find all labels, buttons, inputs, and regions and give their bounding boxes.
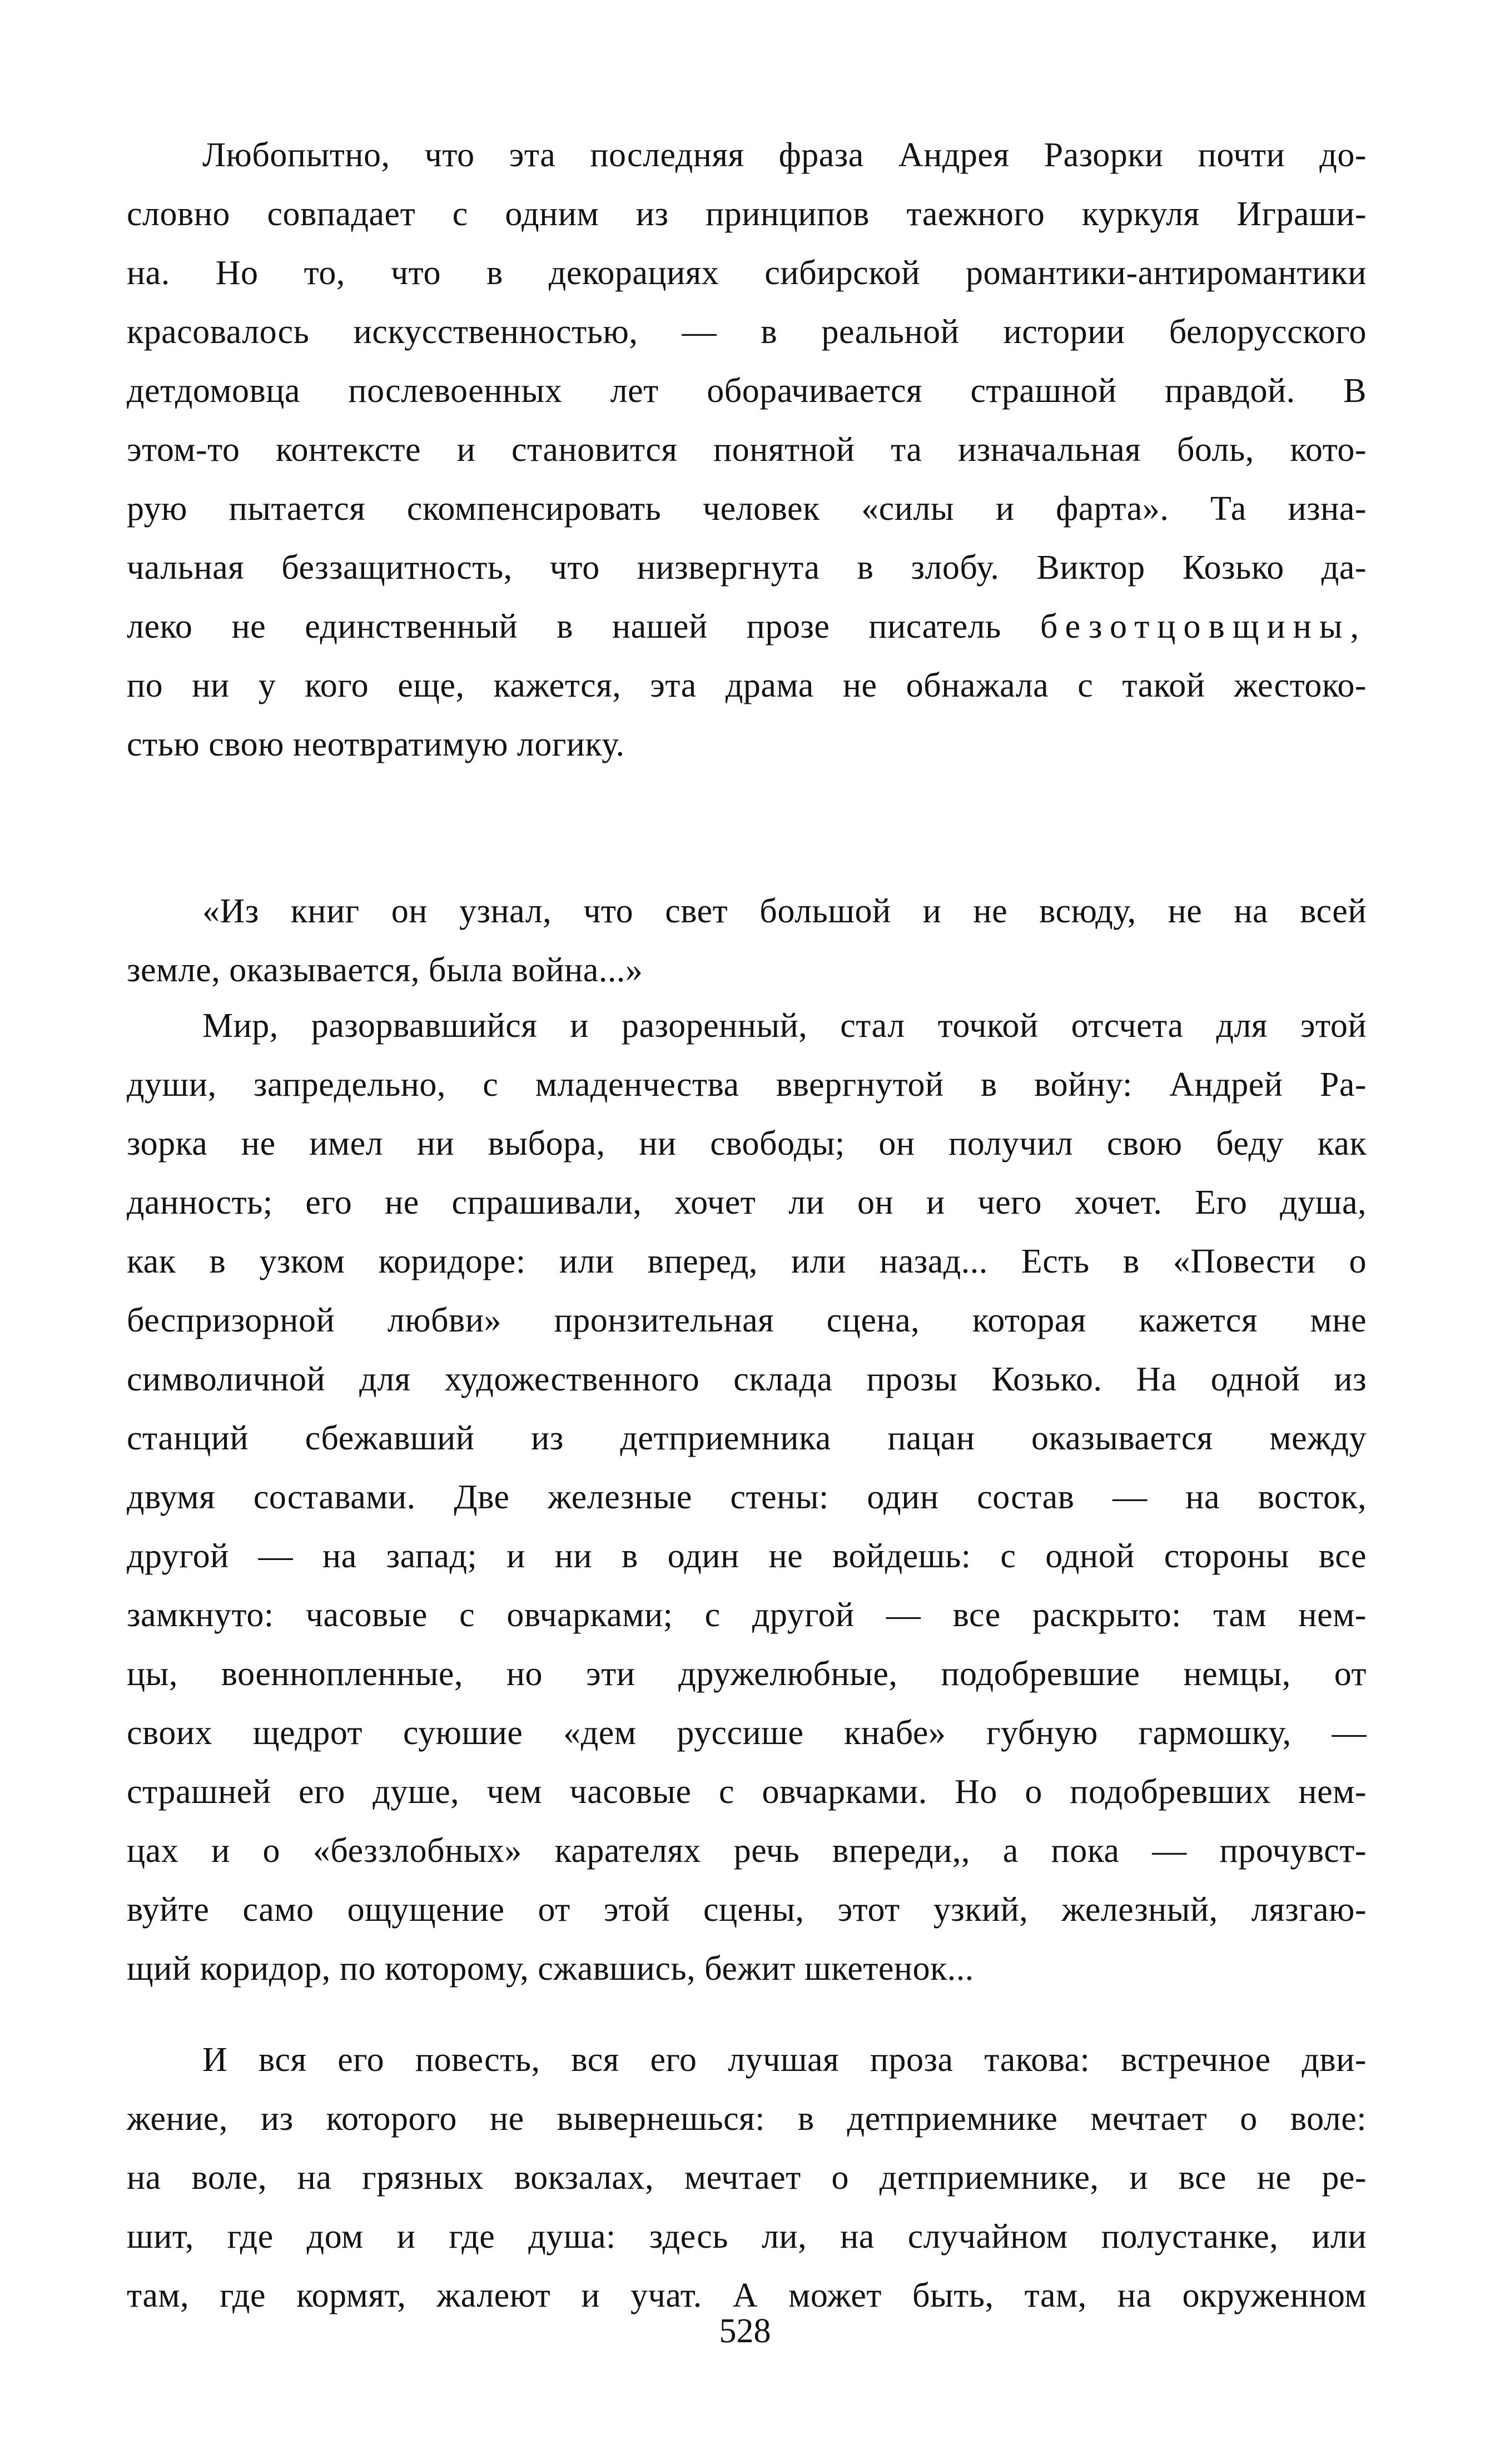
text-line: чальная беззащитность, что низвергнута в злобу. Виктор Козько да- [127,549,1367,587]
text-line: замкнуто: часовые с овчарками; с другой — все раскрыто: там нем- [127,1596,1367,1634]
text-line: данность; его не спрашивали, хочет ли он и чего хочет. Его душа, [127,1184,1367,1221]
text-line: как в узком коридоре: или вперед, или назад... Есть в «Повести о [127,1243,1367,1280]
text-line: земле, оказывается, была война...» [127,951,643,989]
text-line: своих щедрот суюшие «дем руссише кнабе» губную гармошку, — [127,1714,1367,1752]
text-line: цах и о «беззлобных» карателях речь впереди,, а пока — прочувст- [127,1832,1367,1870]
text-line: Любопытно, что эта последняя фраза Андрея Разорки почти до- [202,136,1367,174]
text-line: «Из книг он узнал, что свет большой и не всюду, не на всей [202,892,1367,930]
text-line: двумя составами. Две железные стены: один состав — на восток, [127,1478,1367,1516]
spaced-emphasis-word: безотцовщины, [1040,608,1367,645]
text-line: Мир, разорвавшийся и разоренный, стал точкой отсчета для этой [202,1007,1367,1045]
text-line: шит, где дом и где душа: здесь ли, на случайном полустанке, или [127,2218,1367,2256]
text-line: станций сбежавший из детприемника пацан оказывается между [127,1419,1367,1457]
text-line: рую пытается скомпенсировать человек «силы и фарта». Та изна- [127,490,1367,528]
text-line: другой — на запад; и ни в один не войдешь: с одной стороны все [127,1537,1367,1575]
text-line: И вся его повесть, вся его лучшая проза такова: встречное дви- [202,2041,1367,2079]
text-line: детдомовца послевоенных лет оборачивается страшной правдой. В [127,372,1367,410]
text-line: души, запредельно, с младенчества ввергнутой в войну: Андрей Ра- [127,1066,1367,1104]
text-line: этом-то контексте и становится понятной та изначальная боль, кото- [127,431,1367,469]
paragraph-4 [127,2030,1367,2325]
text-line: страшней его душе, чем часовые с овчарками. Но о подобревших нем- [127,1773,1367,1811]
text-line: беспризорной любви» пронзительная сцена, которая кажется мне [127,1301,1367,1339]
text-line: стью свою неотвратимую логику. [127,726,625,763]
text-line: на. Но то, что в декорациях сибирской романтики-антиромантики [127,254,1367,292]
text-line: вуйте само ощущение от этой сцены, этот узкий, железный, лязгаю- [127,1891,1367,1929]
text-line: там, где кормят, жалеют и учат. А может быть, там, на окруженном [127,2277,1367,2314]
text-line [127,597,1367,656]
text-line: словно совпадает с одним из принципов таежного куркуля Играши- [127,195,1367,233]
paragraph-1 [127,126,1367,774]
text-line: красовалось искусственностью, — в реальной истории белорусского [127,313,1367,351]
text-line: символичной для художественного склада прозы Козько. На одной из [127,1360,1367,1398]
text-line: щий коридор, по которому, сжавшись, бежит шкетенок... [127,1950,974,1988]
text-line: зорка не имел ни выбора, ни свободы; он получил свою беду как [127,1125,1367,1163]
text-line: на воле, на грязных вокзалах, мечтает о детприемнике, и все не ре- [127,2159,1367,2197]
text-line: жение, из которого не вывернешься: в детприемнике мечтает о воле: [127,2100,1367,2138]
quote-paragraph [127,882,1367,1000]
text-line: цы, военнопленные, но эти дружелюбные, подобревшие немцы, от [127,1655,1367,1693]
paragraph-3 [127,996,1367,1998]
text-line-start: леко не единственный в нашей прозе писатель [127,608,1001,645]
text-line: по ни у кого еще, кажется, эта драма не обнажала с такой жестоко- [127,667,1367,704]
page-number: 528 [719,2312,771,2350]
